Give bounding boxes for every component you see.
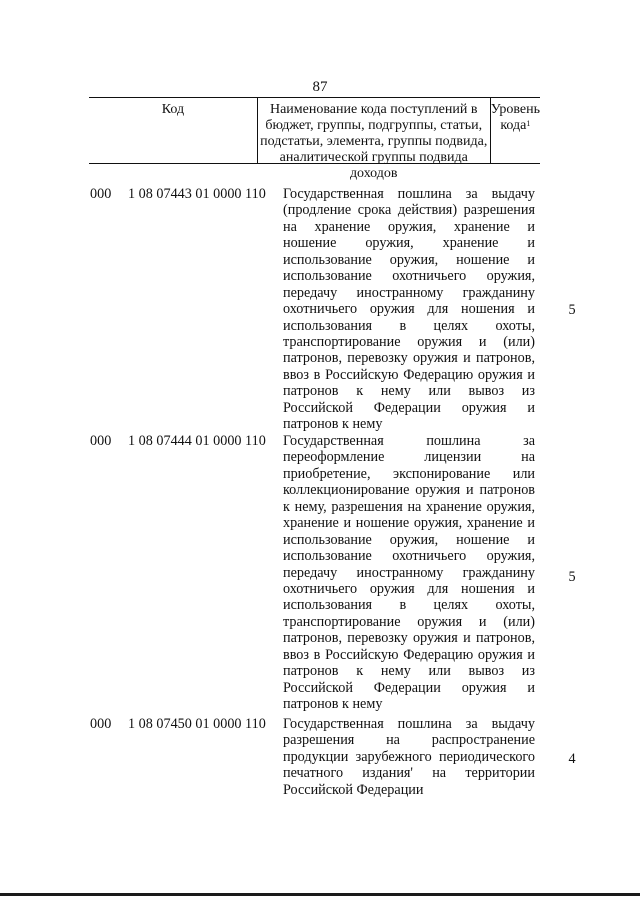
classification-code: 1 08 07450 01 0000 110: [128, 716, 266, 732]
name-line: Российской Федерации оружия и: [283, 679, 535, 696]
name-line: разрешения на распространение: [283, 732, 535, 749]
classification-code: 1 08 07443 01 0000 110: [128, 186, 266, 202]
header-name-line: бюджет, группы, подгруппы, статьи,: [265, 118, 483, 133]
header-name-line: аналитической группы подвида доходов: [279, 150, 468, 181]
admin-code: 000: [90, 186, 112, 202]
name-line: патронов к нему или вывоз из: [283, 383, 535, 400]
revenue-name: [283, 716, 535, 798]
name-line: Российской Федерации: [283, 781, 424, 798]
name-line: Российской Федерации оружия и: [283, 399, 535, 416]
header-code: Код: [161, 102, 185, 117]
header-name-line: подстатьи, элемента, группы подвида,: [260, 134, 488, 149]
name-line: Государственная пошлина за: [283, 433, 535, 449]
header-level-label: Уровень: [490, 102, 540, 117]
name-line: патронов к нему или вывоз из: [283, 663, 535, 680]
code-level: 4: [568, 751, 576, 767]
name-line: патронов к нему: [283, 416, 383, 433]
name-line: (продление срока действия) разрешения: [283, 202, 535, 219]
admin-code: 000: [90, 716, 112, 732]
code-level: 5: [568, 302, 576, 318]
page-number: 87: [312, 79, 328, 95]
name-line: хранение и ношение оружия, хранение и: [283, 515, 535, 532]
header-name: [257, 98, 491, 181]
name-line: использования в целях охоты,: [283, 317, 535, 334]
name-line: патронов к нему: [283, 696, 383, 712]
name-line: приобретение, экспонирование или: [283, 465, 535, 482]
header-level-line2: [491, 118, 540, 134]
revenue-name: [283, 433, 535, 712]
name-line: использование оружия, ношение и: [283, 531, 535, 548]
revenue-name: [283, 186, 535, 433]
name-line: печатного издания' на территории: [283, 765, 535, 782]
name-line: продукции зарубежного периодического: [283, 748, 535, 765]
header-level: [491, 98, 540, 163]
header-name-line: Наименование кода поступлений в: [269, 102, 478, 117]
name-line: коллекционирование оружия и патронов: [283, 482, 535, 499]
name-line: переоформление лицензии на: [283, 449, 535, 466]
footnote-mark: 1: [526, 119, 531, 128]
name-line: передачу иностранному гражданину: [283, 284, 535, 301]
name-line: ввоз в Российскую Федерацию оружия и: [283, 366, 535, 383]
name-line: Государственная пошлина за выдачу: [283, 186, 535, 202]
name-line: патронов, перевозку оружия и патронов,: [283, 350, 535, 367]
name-line: охотничьего оружия для ношения и: [283, 580, 535, 597]
code-level: 5: [568, 569, 576, 585]
name-line: передачу иностранному гражданину: [283, 564, 535, 581]
name-line: охотничьего оружия для ношения и: [283, 301, 535, 318]
name-line: ввоз в Российскую Федерацию оружия и: [283, 646, 535, 663]
admin-code: 000: [90, 433, 112, 449]
header-level-code-word: кода: [500, 118, 527, 133]
classification-code: 1 08 07444 01 0000 110: [128, 433, 266, 449]
name-line: транспортирование оружия и (или): [283, 613, 535, 630]
name-line: к нему, разрешения на хранение оружия,: [283, 498, 535, 515]
name-line: Государственная пошлина за выдачу: [283, 716, 535, 732]
name-line: патронов, перевозку оружия и патронов,: [283, 630, 535, 647]
table-header: [89, 97, 540, 181]
scan-bottom-edge: [0, 893, 640, 896]
name-line: использование охотничьего оружия,: [283, 268, 535, 285]
name-line: использование охотничьего оружия,: [283, 548, 535, 565]
name-line: использование оружия, ношение и: [283, 251, 535, 268]
name-line: использования в целях охоты,: [283, 597, 535, 614]
name-line: транспортирование оружия и (или): [283, 333, 535, 350]
name-line: ношение оружия, хранение и: [283, 235, 535, 252]
name-line: на хранение оружия, хранение и: [283, 218, 535, 235]
